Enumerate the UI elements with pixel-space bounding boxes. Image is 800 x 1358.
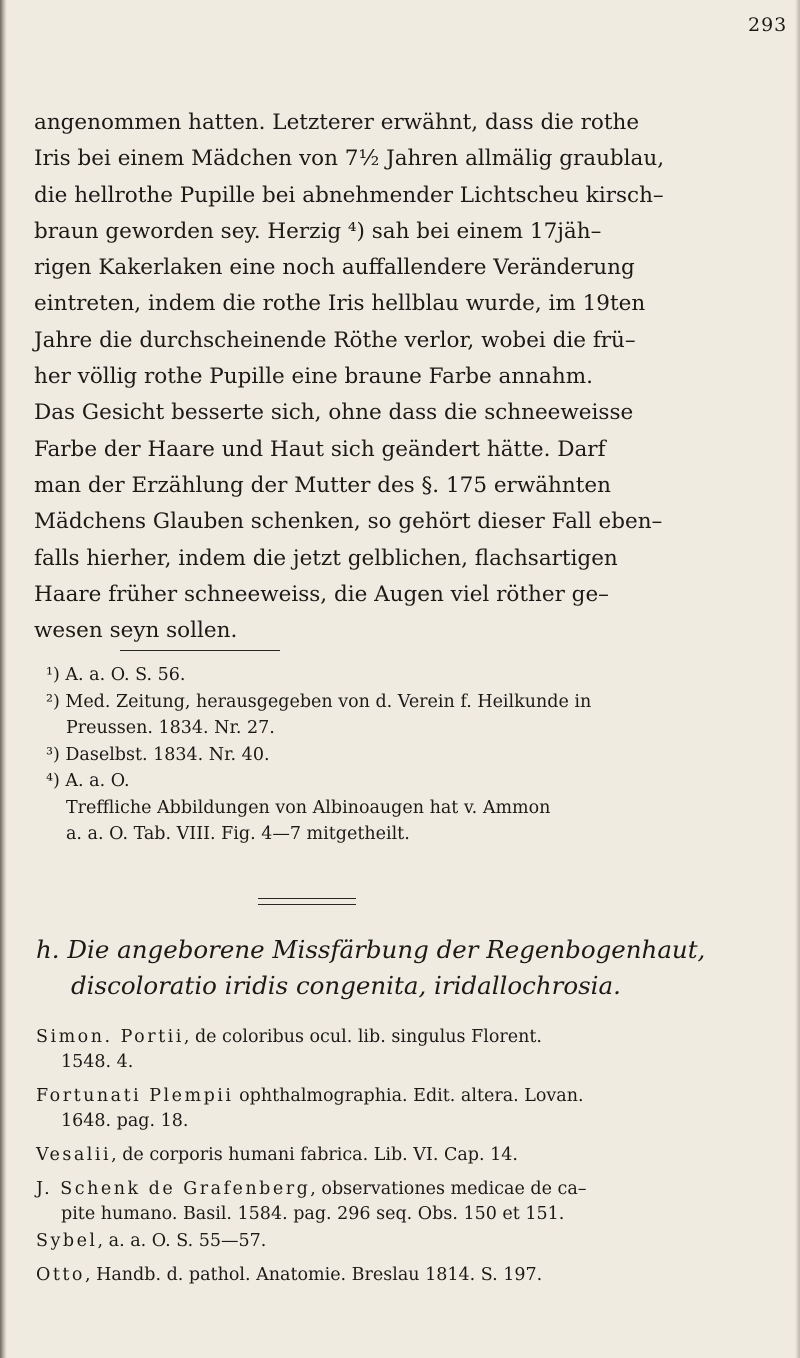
body-line: rigen Kakerlaken eine noch auffallendere Veränderung bbox=[34, 255, 635, 281]
reference-entry bbox=[36, 1084, 776, 1134]
page-number: 293 bbox=[748, 14, 788, 36]
bibliography-list bbox=[36, 1025, 776, 1297]
reference-continuation: 1548. 4. bbox=[61, 1052, 134, 1072]
reference-continuation: pite humano. Basil. 1584. pag. 296 seq. Obs. 150 et 151. bbox=[61, 1204, 565, 1224]
reference-text: ophthalmographia. Edit. altera. Lovan. bbox=[233, 1086, 584, 1106]
reference-continuation: 1648. pag. 18. bbox=[61, 1111, 189, 1131]
reference-text: , observationes medicae de ca– bbox=[310, 1179, 587, 1199]
reference-text: , Handb. d. pathol. Anatomie. Breslau 1814. S. 197. bbox=[84, 1265, 543, 1285]
section-heading bbox=[36, 932, 776, 1004]
body-line: die hellrothe Pupille bei abnehmender Lichtscheu kirsch– bbox=[34, 182, 664, 208]
reference-author: Simon. Portii bbox=[36, 1027, 184, 1047]
body-line: man der Erzählung der Mutter des §. 175 erwähnten bbox=[34, 472, 611, 498]
reference-entry bbox=[36, 1025, 776, 1075]
body-line: Haare früher schneeweiss, die Augen viel röther ge– bbox=[34, 581, 609, 607]
footnote-note: Treffliche Abbildungen von Albinoaugen hat v. Ammon bbox=[66, 797, 551, 818]
section-heading-subtitle: discoloratio iridis congenita, iridallochrosia. bbox=[71, 971, 621, 1000]
body-paragraph bbox=[34, 105, 759, 649]
body-line: angenommen hatten. Letzterer erwähnt, dass die rothe bbox=[34, 110, 640, 135]
body-line: Farbe der Haare und Haut sich geändert hätte. Darf bbox=[34, 436, 606, 462]
reference-entry bbox=[36, 1229, 776, 1254]
reference-author: Sybel bbox=[36, 1231, 98, 1251]
footnote-4: ⁴) A. a. O. bbox=[46, 771, 130, 791]
reference-text: , de corporis humani fabrica. Lib. VI. Cap. 14. bbox=[111, 1145, 518, 1165]
footnote-2-continuation: Preussen. 1834. Nr. 27. bbox=[66, 718, 275, 738]
section-double-rule bbox=[258, 898, 356, 905]
reference-text: , a. a. O. S. 55—57. bbox=[97, 1231, 267, 1251]
section-heading-title: h. Die angeborene Missfärbung der Regenbogenhaut, bbox=[36, 935, 706, 964]
body-line: Iris bei einem Mädchen von 7½ Jahren allmälig graublau, bbox=[34, 146, 665, 172]
body-line: braun geworden sey. Herzig ⁴) sah bei einem 17jäh– bbox=[34, 218, 602, 244]
body-line: eintreten, indem die rothe Iris hellblau wurde, im 19ten bbox=[34, 291, 646, 317]
reference-entry bbox=[36, 1263, 776, 1288]
body-line: Jahre die durchscheinende Röthe verlor, wobei die frü– bbox=[34, 327, 636, 353]
body-line: Mädchens Glauben schenken, so gehört dieser Fall eben– bbox=[34, 509, 663, 535]
reference-author: Otto bbox=[36, 1265, 85, 1285]
footnotes bbox=[36, 662, 776, 848]
footnote-1: ¹) A. a. O. S. 56. bbox=[46, 665, 186, 685]
body-line: wesen seyn sollen. bbox=[34, 618, 238, 644]
body-line: falls hierher, indem die jetzt gelblichen, flachsartigen bbox=[34, 545, 618, 571]
reference-entry bbox=[36, 1177, 776, 1227]
reference-entry bbox=[36, 1143, 776, 1168]
body-line: her völlig rothe Pupille eine braune Farbe annahm. bbox=[34, 364, 593, 390]
footnote-separator-rule bbox=[120, 650, 280, 651]
reference-author: Fortunati Plempii bbox=[36, 1086, 234, 1106]
reference-author: Vesalii bbox=[36, 1145, 112, 1165]
reference-author: J. Schenk de Grafenberg bbox=[36, 1179, 311, 1199]
page-right-edge-shadow bbox=[795, 0, 800, 1358]
footnote-3: ³) Daselbst. 1834. Nr. 40. bbox=[46, 744, 270, 765]
page-left-edge-shadow bbox=[0, 0, 7, 1358]
body-line: Das Gesicht besserte sich, ohne dass die schneeweisse bbox=[34, 400, 634, 426]
footnote-note-continuation: a. a. O. Tab. VIII. Fig. 4—7 mitgetheilt. bbox=[66, 824, 410, 844]
reference-text: , de coloribus ocul. lib. singulus Florent. bbox=[183, 1027, 542, 1047]
footnote-2: ²) Med. Zeitung, herausgegeben von d. Verein f. Heilkunde in bbox=[46, 691, 592, 712]
